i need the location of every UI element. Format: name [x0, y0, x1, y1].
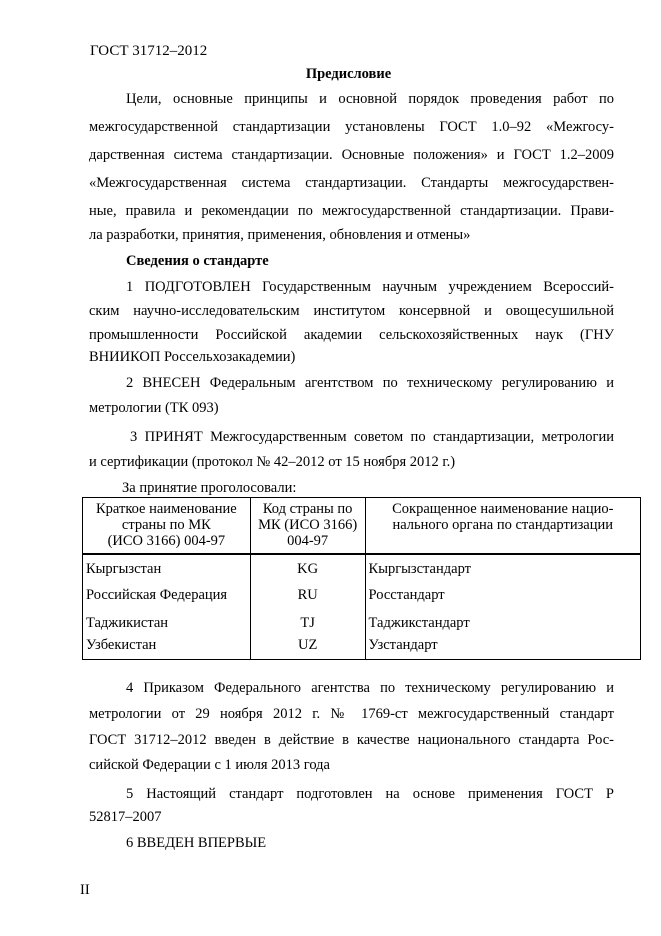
country-code-cell: RU — [250, 587, 365, 615]
country-name-cell: Узбекистан — [83, 637, 251, 660]
header-national-body: Сокращенное наименование нацио- нального органа по стандартизации — [365, 498, 640, 555]
preface-title: Предисловие — [305, 66, 392, 82]
table-header-row — [83, 498, 641, 555]
country-name-cell: Таджикистан — [83, 615, 251, 637]
country-code-cell: KG — [250, 554, 365, 587]
item1-line: 1 ПОДГОТОВЛЕН Государственным научным учреждением Всероссий- — [126, 279, 614, 295]
table-row — [83, 637, 641, 660]
national-body-cell: Кыргызстандарт — [365, 554, 640, 587]
national-body-cell: Таджикстандарт — [365, 615, 640, 637]
preface-line: «Межгосударственная система стандартизации. Стандарты межгосударствен- — [89, 175, 614, 191]
preface-line: Цели, основные принципы и основной порядок проведения работ по — [126, 91, 614, 107]
item2-line: 2 ВНЕСЕН Федеральным агентством по техническому регулированию и — [126, 375, 614, 391]
country-code-cell: UZ — [250, 637, 365, 660]
national-body-cell: Росстандарт — [365, 587, 640, 615]
item3-line: 3 ПРИНЯТ Межгосударственным советом по стандартизации, метрологии — [130, 429, 614, 445]
voting-countries-table — [82, 497, 641, 660]
page-number: II — [80, 882, 90, 898]
preface-line: межгосударственной стандартизации установлены ГОСТ 1.0–92 «Межгосу- — [89, 119, 614, 135]
country-name-cell: Кыргызстан — [83, 554, 251, 587]
item4-line: сийской Федерации с 1 июля 2013 года — [89, 757, 330, 773]
national-body-cell: Узстандарт — [365, 637, 640, 660]
preface-line: дарственная система стандартизации. Основные положения» и ГОСТ 1.2–2009 — [89, 147, 614, 163]
item4-line: метрологии от 29 ноября 2012 г. № 1769-ст межгосударственный стандарт — [89, 706, 614, 722]
standard-info-heading: Сведения о стандарте — [126, 253, 269, 269]
item5-line: 5 Настоящий стандарт подготовлен на основе применения ГОСТ Р — [126, 786, 614, 802]
item5-line: 52817–2007 — [89, 809, 162, 825]
item1-line: ским научно-исследовательским институтом консервной и овощесушильной — [89, 303, 614, 319]
item3-line: и сертификации (протокол № 42–2012 от 15 ноября 2012 г.) — [89, 454, 456, 470]
item6-line: 6 ВВЕДЕН ВПЕРВЫЕ — [126, 835, 267, 851]
table-row — [83, 587, 641, 615]
item4-line: 4 Приказом Федерального агентства по техническому регулированию и — [126, 680, 614, 696]
item1-line: ВНИИКОП Россельхозакадемии) — [89, 349, 296, 365]
country-name-cell: Российская Федерация — [83, 587, 251, 615]
table-row — [83, 554, 641, 587]
item2-line: метрологии (ТК 093) — [89, 400, 219, 416]
header-country-code: Код страны по МК (ИСО 3166) 004-97 — [250, 498, 365, 555]
item1-line: промышленности Российской академии сельскохозяйственных наук (ГНУ — [89, 327, 614, 343]
preface-line: ные, правила и рекомендации по межгосударственной стандартизации. Прави- — [89, 203, 614, 219]
table-row — [83, 615, 641, 637]
header-country-name: Краткое наименование страны по МК (ИСО 3166) 004-97 — [83, 498, 251, 555]
doc-code-header: ГОСТ 31712–2012 — [90, 43, 208, 59]
vote-label: За принятие проголосовали: — [122, 480, 297, 496]
item4-line: ГОСТ 31712–2012 введен в действие в качестве национального стандарта Рос- — [89, 732, 614, 748]
country-code-cell: TJ — [250, 615, 365, 637]
preface-line: ла разработки, принятия, применения, обновления и отмены» — [89, 227, 471, 243]
